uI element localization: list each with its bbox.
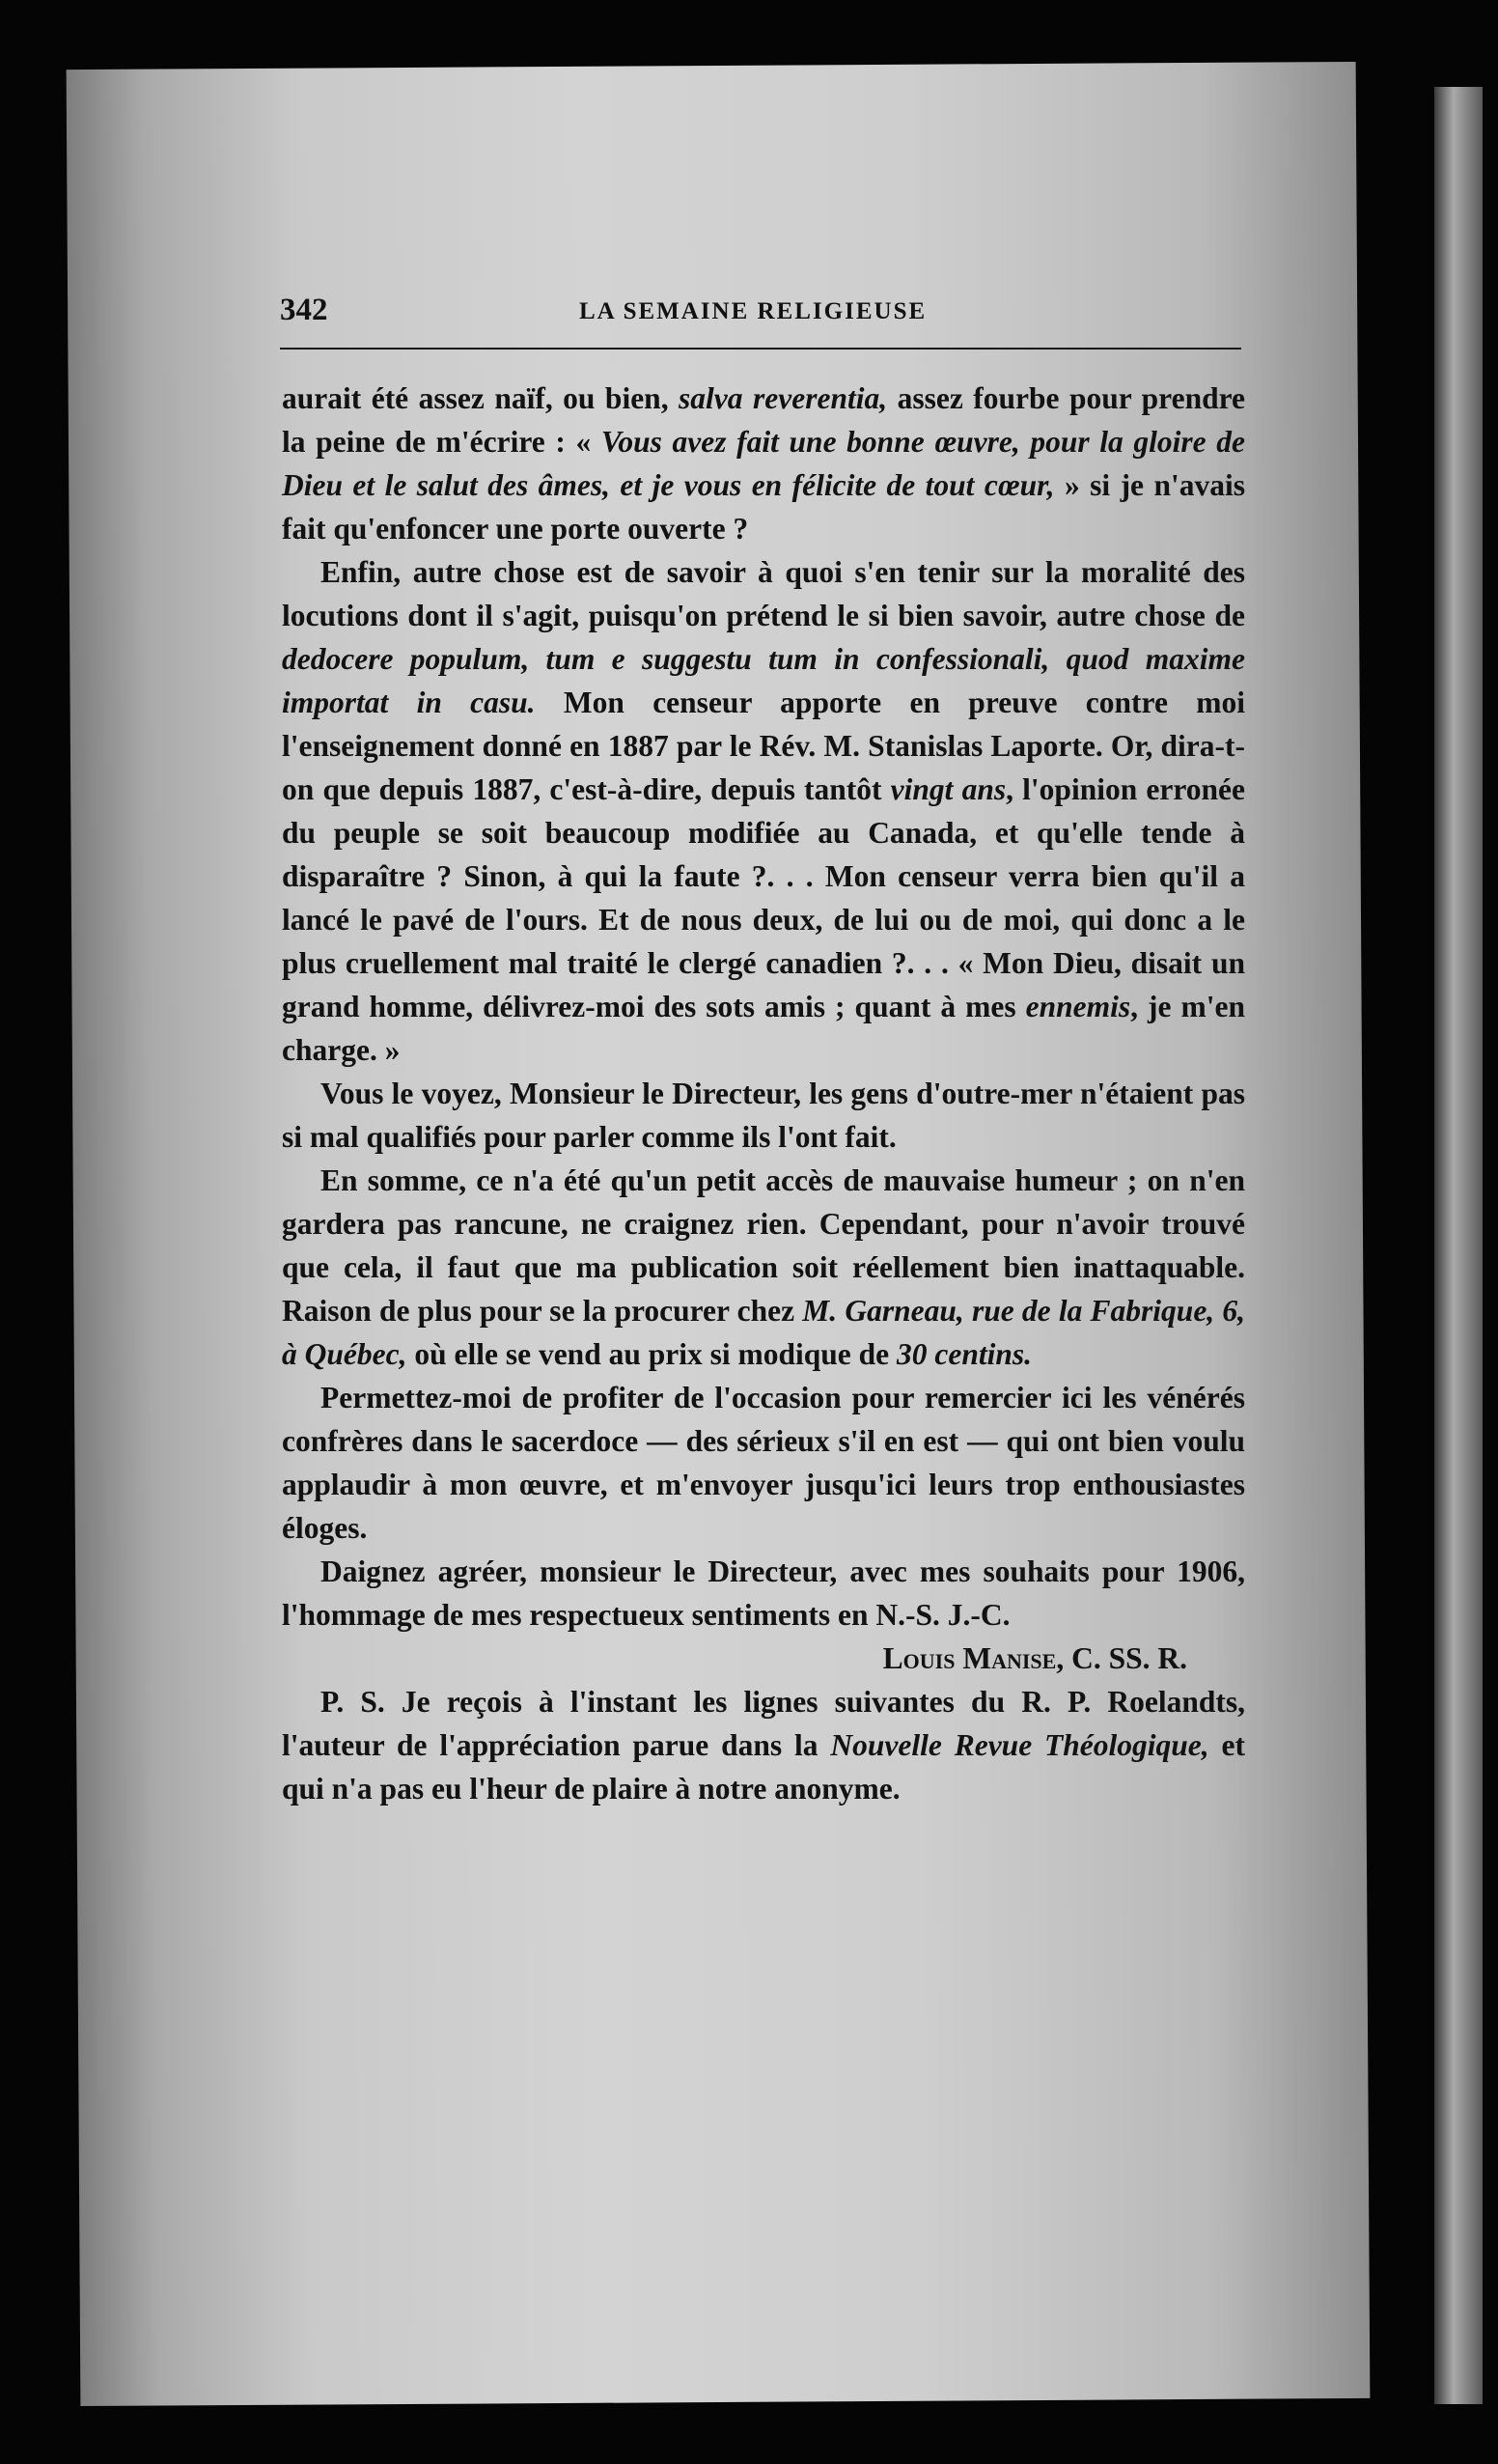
text-run: , l'opinion erronée du peuple se soit beaucoup modifiée au Canada, et qu'elle tende à disparaître ? Sinon, à qui la faute ?. . . Mon censeur verra bien qu'il a lancé le pavé de l'ours. Et de nous deux, de lui ou de moi, qui donc a le plus cruellement mal traité le clergé canadien ?. . . « Mon Dieu, disait un grand homme, délivrez-moi des sots amis ; quant à mes	[282, 772, 1246, 1023]
text-run: , je m'en charge. »	[282, 990, 1245, 1067]
text-run: Mon censeur apporte en preuve contre moi l'enseignement donné en 1887 par le Rév. M. Stanislas Laporte. Or, dira-t-on que depuis 1887, c'est-à-dire, depuis tantôt	[282, 686, 1245, 806]
header-rule	[280, 348, 1241, 350]
text-run: aurait été assez naïf, ou bien,	[282, 381, 680, 415]
text-run: et qui n'a pas eu l'heur de plaire à notre anonyme.	[282, 1728, 1245, 1806]
text-run: assez fourbe pour prendre la peine de m'écrire : «	[282, 381, 1245, 459]
text-run: Permettez-moi de profiter de l'occasion pour remercier ici les vénérés confrères dans le sacerdoce — des sérieux s'il en est — qui ont bien voulu applaudir à mon œuvre, et m'envoyer jusqu'ici leurs trop enthousiastes éloges.	[282, 1381, 1245, 1545]
postscript	[282, 1680, 1245, 1810]
page-number: 342	[280, 293, 328, 327]
body-text	[282, 377, 1245, 1810]
italic-text: Nouvelle Revue Théologique,	[830, 1728, 1209, 1762]
italic-text: salva reverentia,	[679, 381, 888, 415]
adjacent-page-edge	[1434, 87, 1483, 2404]
text-run: En somme, ce n'a été qu'un petit accès de mauvaise humeur ; on n'en gardera pas rancune, ne craignez rien. Cependant, pour n'avoir trouvé que cela, il faut que ma publication soit réellement bien inattaquable. Raison de plus pour se la procurer chez	[282, 1163, 1245, 1328]
signature: Louis Manise, C. SS. R.	[882, 1641, 1187, 1675]
page-header	[280, 293, 1245, 341]
paragraph	[282, 1159, 1245, 1376]
text-run: où elle se vend au prix si modique de	[406, 1337, 898, 1371]
text-run: » si je n'avais fait qu'enfoncer une porte ouverte ?	[282, 468, 1245, 546]
paragraph	[282, 1550, 1245, 1637]
italic-text: 30 centins.	[897, 1337, 1033, 1371]
italic-text: vingt ans	[890, 772, 1007, 806]
italic-text: Vous avez fait une bonne œuvre, pour la gloire de Dieu et le salut des âmes, et je vous en félicite de tout cœur,	[282, 425, 1245, 502]
italic-text: M. Garneau, rue de la Fabrique, 6, à Québec,	[282, 1294, 1245, 1371]
paragraph	[282, 550, 1245, 1072]
text-run: Enfin, autre chose est de savoir à quoi s'en tenir sur la moralité des locutions dont il s'agit, puisqu'on prétend le si bien savoir, autre chose de	[282, 555, 1245, 632]
text-run: Vous le voyez, Monsieur le Directeur, les gens d'outre-mer n'étaient pas si mal qualifiés pour parler comme ils l'ont fait.	[282, 1077, 1245, 1154]
running-title: LA SEMAINE RELIGIEUSE	[579, 298, 928, 324]
text-run: Daignez agréer, monsieur le Directeur, avec mes souhaits pour 1906, l'hommage de mes respectueux sentiments en N.-S. J.-C.	[282, 1554, 1245, 1632]
italic-text: dedocere populum, tum e suggestu tum in confessionali, quod maxime importat in casu.	[282, 642, 1245, 719]
text-run: P. S. Je reçois à l'instant les lignes suivantes du R. P. Roelandts, l'auteur de l'appréciation parue dans la	[282, 1685, 1245, 1762]
paragraph	[282, 377, 1245, 550]
paragraph	[282, 1376, 1245, 1550]
italic-text: ennemis	[1025, 990, 1131, 1023]
paragraph	[282, 1072, 1245, 1159]
